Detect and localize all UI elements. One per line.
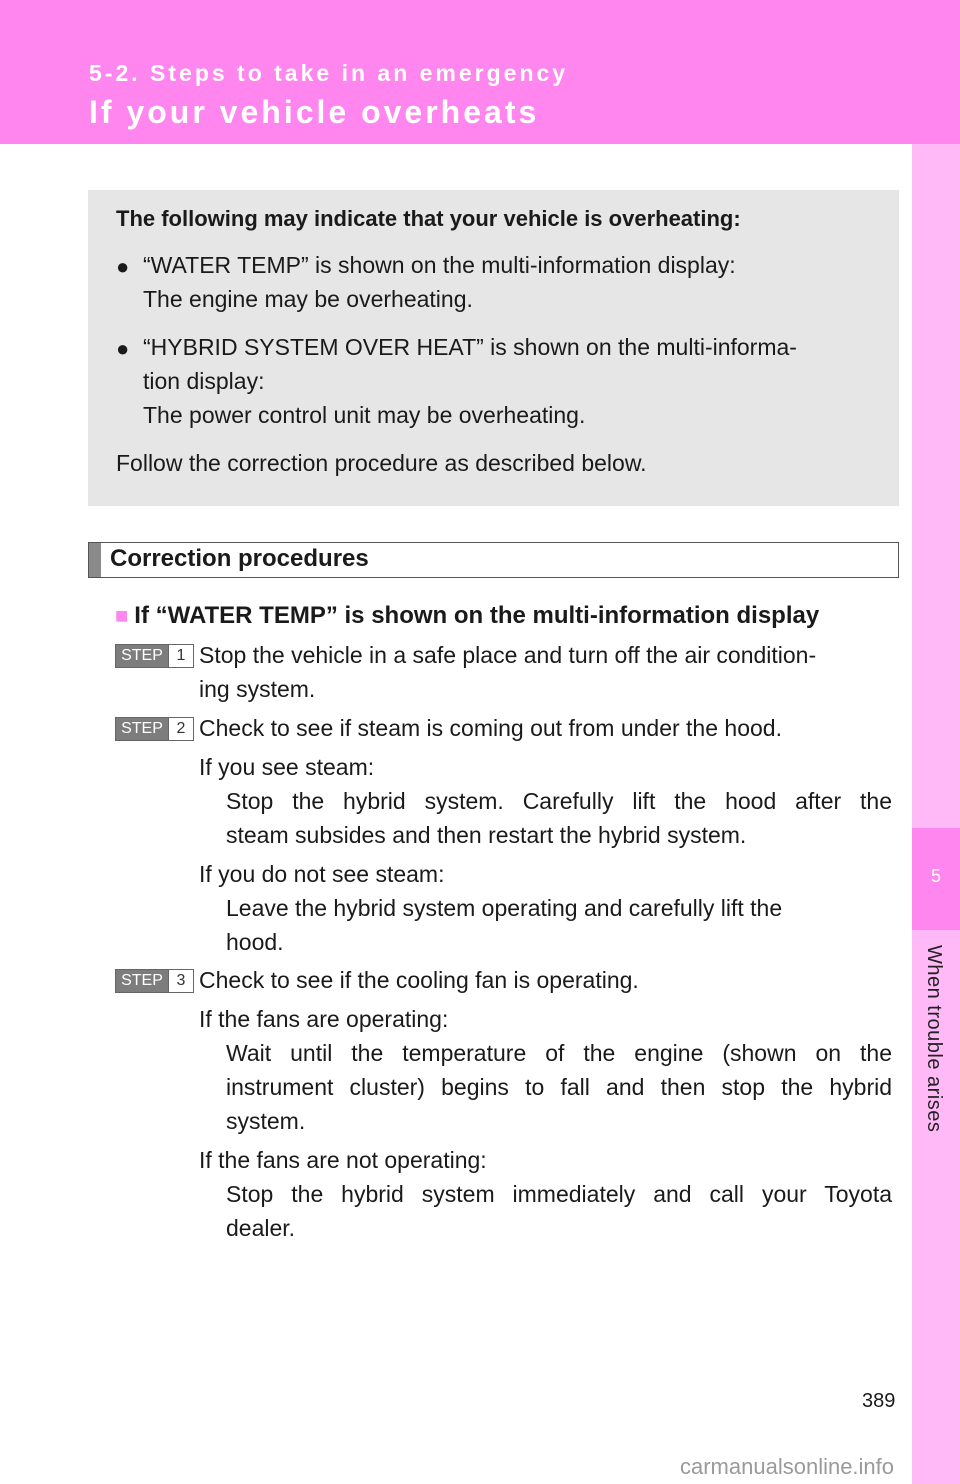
info-item2-line2: tion display: [143, 368, 265, 394]
step-2-badge [115, 717, 194, 741]
step3-case2: If the fans are not operating: [199, 1147, 487, 1173]
chapter-title: When trouble arises [923, 945, 945, 1133]
subheading-text: If “WATER TEMP” is shown on the multi-information display [134, 602, 820, 629]
step-3-badge [115, 969, 194, 993]
section-label: 5-2. Steps to take in an emergency [89, 60, 569, 86]
step-1-badge [115, 644, 194, 668]
page-header [0, 0, 960, 144]
info-box-footer: Follow the correction procedure as described below. [116, 450, 647, 476]
chapter-number-tab[interactable]: 5 [912, 828, 960, 930]
correction-procedures-title: Correction procedures [110, 545, 369, 572]
overheat-indicator-box [88, 190, 899, 506]
step2-case1: If you see steam: [199, 754, 375, 780]
page-number: 389 [862, 1390, 896, 1412]
step2-case1-line2: steam subsides and then restart the hybrid system. [226, 822, 747, 848]
info-box-heading: The following may indicate that your vehicle is overheating: [116, 206, 741, 231]
step1-line1: Stop the vehicle in a safe place and turn off the air condition- [199, 642, 817, 668]
heading-marker [89, 543, 101, 577]
step-label: STEP [116, 970, 168, 992]
info-item2-line3: The power control unit may be overheating. [143, 402, 586, 428]
bullet-icon: ● [116, 336, 130, 361]
step2-case2-line1: Leave the hybrid system operating and carefully lift the [226, 895, 783, 921]
step3-case1-line2: instrument cluster) begins to fall and then stop the hybrid [226, 1074, 892, 1100]
step3-case1-line3: system. [226, 1108, 306, 1134]
step-label: STEP [116, 718, 168, 740]
step-number: 1 [168, 645, 193, 667]
watermark: carmanualsonline.info [680, 1454, 895, 1479]
correction-procedures-heading [88, 542, 899, 578]
step2-line1: Check to see if steam is coming out from under the hood. [199, 715, 782, 741]
water-temp-subheading [115, 602, 819, 630]
info-item2-line1: “HYBRID SYSTEM OVER HEAT” is shown on the multi-informa- [143, 334, 797, 360]
step3-case2-line1: Stop the hybrid system immediately and call your Toyota [226, 1181, 892, 1207]
step-label: STEP [116, 645, 168, 667]
step-number: 3 [168, 970, 193, 992]
step2-case2-line2: hood. [226, 929, 284, 955]
step2-case2: If you do not see steam: [199, 861, 445, 887]
bullet-icon: ● [116, 254, 130, 279]
chapter-side-strip [912, 144, 960, 1484]
step-number: 2 [168, 718, 193, 740]
step3-case1: If the fans are operating: [199, 1006, 449, 1032]
step1-line2: ing system. [199, 676, 316, 702]
step3-line1: Check to see if the cooling fan is operating. [199, 967, 639, 993]
step3-case1-line1: Wait until the temperature of the engine (shown on the [226, 1040, 892, 1066]
step2-case1-line1: Stop the hybrid system. Carefully lift the hood after the [226, 788, 892, 814]
info-item1-line1: “WATER TEMP” is shown on the multi-information display: [143, 252, 736, 278]
square-bullet-icon: ■ [115, 603, 129, 628]
info-item1-line2: The engine may be overheating. [143, 286, 473, 312]
page-title: If your vehicle overheats [89, 94, 540, 130]
step3-case2-line2: dealer. [226, 1215, 296, 1241]
